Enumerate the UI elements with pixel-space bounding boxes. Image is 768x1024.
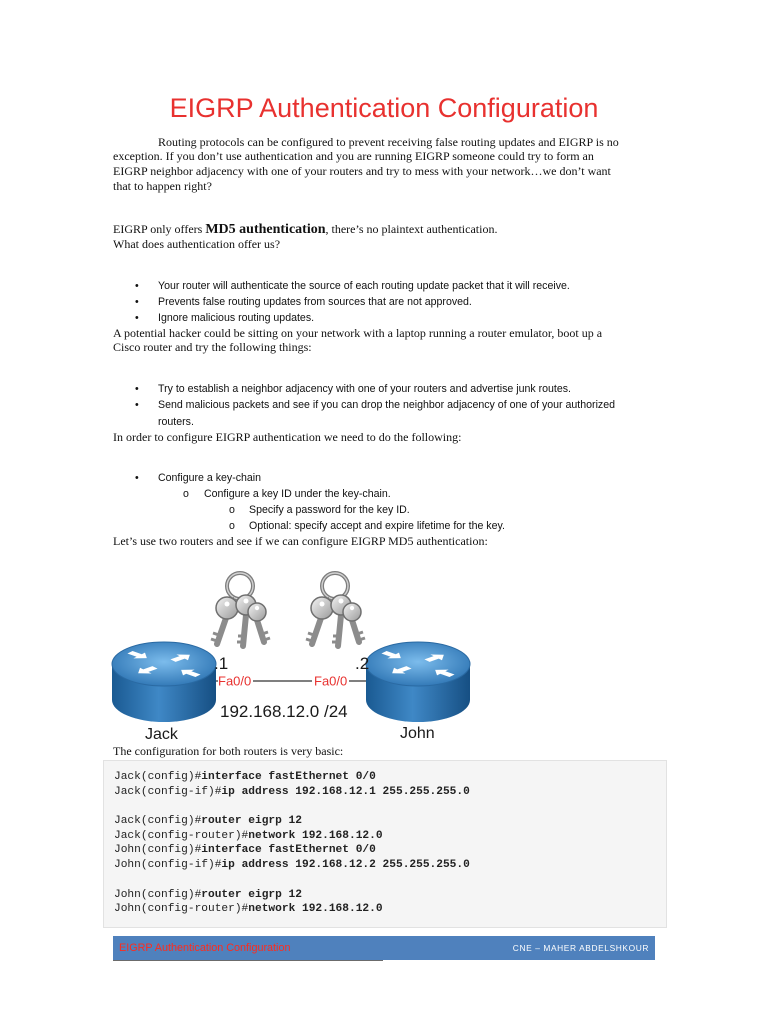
code-line <box>114 888 656 903</box>
jack-interface-label: Fa0/0 <box>218 673 252 689</box>
code-group-john-eigrp <box>114 888 656 917</box>
intro-line: EIGRP neighbor adjacency with one of your routers and try to mess with your network…we don’t want <box>113 163 611 178</box>
footer-author: CNE – MAHER ABDELSHKOUR <box>512 943 649 953</box>
router-icon <box>112 642 216 722</box>
jack-router-name: Jack <box>145 726 178 743</box>
md5-sentence <box>113 222 497 238</box>
hacker-paragraph <box>113 326 602 355</box>
subnet-label: 192.168.12.0 /24 <box>220 702 348 721</box>
list-item-line: • Try to establish a neighbor adjacency with one of your routers and advertise junk routes. <box>158 382 571 395</box>
intro-line: exception. If you don’t use authentication and you are running EIGRP someone could try to form an <box>113 149 594 164</box>
step-configure-key-id: o Configure a key ID under the key-chain. <box>204 486 505 502</box>
diagram-intro: Let’s use two routers and see if we can configure EIGRP MD5 authentication: <box>113 533 488 548</box>
cli-prompt: John(config-router)# <box>114 903 249 916</box>
network-diagram <box>100 560 480 745</box>
code-line <box>114 858 656 873</box>
hacker-line: Cisco router and try the following things: <box>113 340 312 355</box>
list-item-line: routers. <box>158 415 194 428</box>
key-ring-icon <box>306 573 365 646</box>
list-item: • Your router will authenticate the source of each routing update packet that it will receive. <box>158 278 570 294</box>
cli-prompt: Jack(config)# <box>114 771 202 783</box>
list-item: • Prevents false routing updates from sources that are not approved. <box>158 294 570 310</box>
john-host-address: .2 <box>355 654 370 673</box>
cli-prompt: John(config)# <box>114 844 202 857</box>
cli-command: network 192.168.12.0 <box>248 829 383 842</box>
cli-prompt: Jack(config-router)# <box>114 829 249 842</box>
list-item <box>158 397 615 430</box>
code-block <box>103 760 667 928</box>
cli-prompt: John(config-if)# <box>114 859 222 872</box>
cli-command: interface fastEthernet 0/0 <box>201 771 376 783</box>
code-group-jack-interface <box>114 770 656 799</box>
step-specify-password: o Specify a password for the key ID. <box>249 502 505 518</box>
router-icon <box>366 642 470 722</box>
hacker-line: A potential hacker could be sitting on your network with a laptop running a router emulator, boot up a <box>113 325 603 340</box>
step-optional-lifetime: o Optional: specify accept and expire lifetime for the key. <box>249 518 505 534</box>
code-group-eigrp <box>114 814 656 873</box>
page-title: EIGRP Authentication Configuration <box>169 93 599 123</box>
cli-prompt: Jack(config)# <box>114 815 202 828</box>
configuration-steps <box>158 470 505 534</box>
intro-line: that to happen right? <box>113 178 212 193</box>
cli-command: network 192.168.12.0 <box>248 903 383 916</box>
md5-sentence-start: EIGRP only offers <box>113 221 206 236</box>
code-intro: The configuration for both routers is very basic: <box>113 743 344 758</box>
code-line <box>114 785 656 800</box>
john-interface-label: Fa0/0 <box>314 673 348 689</box>
cli-prompt: Jack(config-if)# <box>114 785 222 798</box>
step-configure-key-chain: • Configure a key-chain <box>158 470 505 486</box>
intro-line: Routing protocols can be configured to prevent receiving false routing updates and EIGRP is no <box>158 134 619 149</box>
jack-host-address: .1 <box>214 654 229 673</box>
code-line <box>114 829 656 844</box>
john-router-name: John <box>400 725 435 742</box>
footer-divider <box>113 960 383 961</box>
list-item: • Ignore malicious routing updates. <box>158 310 570 326</box>
key-ring-icon <box>211 573 270 646</box>
cli-command: router eigrp 12 <box>201 888 302 901</box>
code-line <box>114 814 656 829</box>
md5-sentence-end: , there’s no plaintext authentication. <box>325 221 498 236</box>
cli-command: router eigrp 12 <box>201 815 302 828</box>
benefits-list <box>158 278 570 326</box>
attacks-list <box>158 381 615 431</box>
cli-command: interface fastEthernet 0/0 <box>201 844 376 857</box>
steps-intro: In order to configure EIGRP authentication we need to do the following: <box>113 429 462 444</box>
intro-paragraph <box>113 135 619 194</box>
cli-command: ip address 192.168.12.2 255.255.255.0 <box>221 859 470 872</box>
code-line <box>114 843 656 858</box>
footer-title: EIGRP Authentication Configuration <box>119 942 291 954</box>
md5-emphasis: MD5 authentication <box>205 221 326 237</box>
list-item <box>158 381 615 398</box>
cli-prompt: John(config)# <box>114 888 202 901</box>
authentication-question: What does authentication offer us? <box>113 236 281 251</box>
cli-command: ip address 192.168.12.1 255.255.255.0 <box>221 785 470 798</box>
list-item-line: • Send malicious packets and see if you can drop the neighbor adjacency of one of your authorized <box>158 399 616 412</box>
code-line <box>114 770 656 785</box>
code-line <box>114 902 656 917</box>
page-footer <box>113 936 655 960</box>
